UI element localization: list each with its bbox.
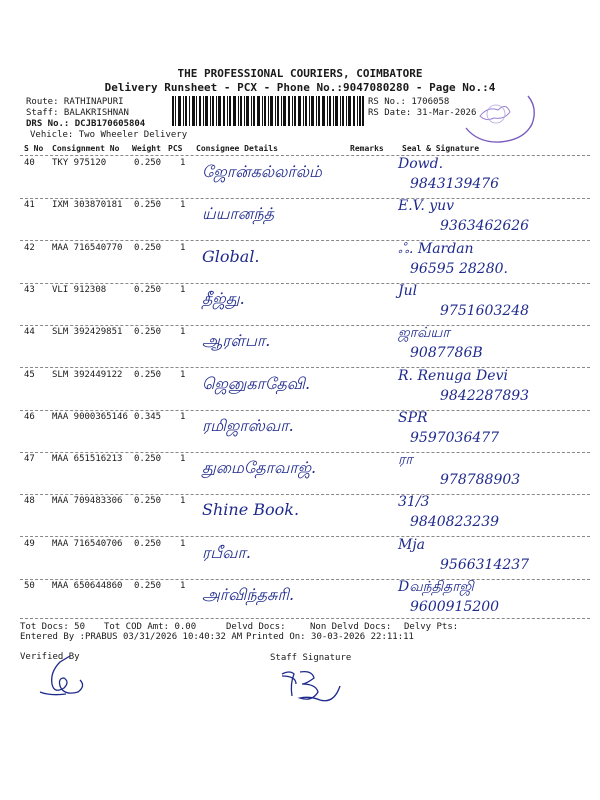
cell-sno: 50 <box>24 581 35 591</box>
receiver-signature: R. Renuga Devi <box>398 368 508 384</box>
col-pcs: PCS <box>168 144 183 153</box>
consignee-handwriting: Global. <box>202 247 260 266</box>
receiver-signature: E.V. yuv <box>398 198 455 214</box>
receiver-signature: ஜாவ்யா <box>398 325 450 341</box>
cell-weight: 0.250 <box>134 370 162 380</box>
consignee-handwriting: அர்விந்தசுரி. <box>202 585 295 604</box>
cell-sno: 44 <box>24 327 35 337</box>
receiver-phone: 978788903 <box>440 472 521 488</box>
consignee-handwriting: ஜோன்கல்லர்ல்ம் <box>202 162 322 181</box>
cell-consignment-no: IXM 303870181 <box>52 200 123 210</box>
cell-consignment-no: SLM 392429851 <box>52 327 123 337</box>
entered-by: Entered By :PRABUS 03/31/2026 10:40:32 AM <box>20 632 243 642</box>
cell-weight: 0.250 <box>134 158 162 168</box>
cell-consignment-no: MAA 716540770 <box>52 243 123 253</box>
consignee-handwriting: ஆரள்பா. <box>202 331 271 350</box>
cell-consignment-no: MAA 651516213 <box>52 454 123 464</box>
cell-consignment-no: MAA 650644860 <box>52 581 123 591</box>
cell-weight: 0.250 <box>134 581 162 591</box>
verifier-signature-icon <box>30 652 100 700</box>
cell-pcs: 1 <box>180 539 186 549</box>
receiver-phone: 9600915200 <box>410 599 500 615</box>
table-row <box>20 454 590 498</box>
total-cod: Tot COD Amt: 0.00 <box>104 622 197 632</box>
row-divider <box>20 198 590 199</box>
cell-consignment-no: MAA 716540706 <box>52 539 123 549</box>
footer-divider <box>20 618 590 619</box>
row-divider <box>20 579 590 580</box>
cell-consignment-no: TKY 975120 <box>52 158 107 168</box>
row-divider <box>20 452 590 453</box>
cell-consignment-no: SLM 392449122 <box>52 370 123 380</box>
cell-pcs: 1 <box>180 243 186 253</box>
receiver-signature: SPR <box>398 410 428 426</box>
delivery-points: Delvy Pts: <box>404 622 459 632</box>
consignee-handwriting: ரபீவா. <box>202 543 251 562</box>
consignee-handwriting: ரமிஜாஸ்வா. <box>202 416 294 435</box>
table-row <box>20 243 590 287</box>
staff-signature-icon <box>276 666 346 708</box>
table-row <box>20 539 590 583</box>
non-delivered-docs: Non Delvd Docs: <box>310 622 392 632</box>
col-seal-signature: Seal & Signature <box>402 144 480 153</box>
receiver-signature: Mja <box>398 537 426 553</box>
receiver-phone: 9087786B <box>410 345 483 361</box>
cell-weight: 0.250 <box>134 327 162 337</box>
receiver-phone: 9363462626 <box>440 218 530 234</box>
cell-pcs: 1 <box>180 581 186 591</box>
runsheet-subtitle: Delivery Runsheet - PCX - Phone No.:9047080280 - Page No.:4 <box>104 81 496 94</box>
cell-sno: 47 <box>24 454 35 464</box>
cell-pcs: 1 <box>180 327 186 337</box>
table-row <box>20 200 590 244</box>
consignee-handwriting: துமைதோவாஜ். <box>202 458 317 477</box>
cell-sno: 48 <box>24 496 35 506</box>
printed-on: Printed On: 30-03-2026 22:11:11 <box>246 632 414 642</box>
cell-weight: 0.250 <box>134 243 162 253</box>
col-consignment: Consignment No <box>52 144 120 153</box>
consignee-handwriting: ஜெனுகாதேவி. <box>202 374 311 393</box>
drs-number: DRS No.: DCJB170605804 <box>26 119 146 129</box>
vehicle-text: Vehicle: Two Wheeler Delivery <box>30 130 188 140</box>
rs-date: RS Date: 31-Mar-2026 <box>368 108 477 118</box>
staff-signature-label: Staff Signature <box>270 653 352 663</box>
col-sno: S No <box>24 144 44 153</box>
receiver-signature: Dowd. <box>398 156 444 172</box>
cell-pcs: 1 <box>180 370 186 380</box>
route-text: Route: RATHINAPURI <box>26 97 124 107</box>
table-row <box>20 496 590 540</box>
cell-pcs: 1 <box>180 412 186 422</box>
cell-sno: 40 <box>24 158 35 168</box>
cell-weight: 0.250 <box>134 496 162 506</box>
cell-consignment-no: MAA 9000365146 <box>52 412 128 422</box>
table-row <box>20 158 590 202</box>
cell-consignment-no: VLI 912308 <box>52 285 107 295</box>
cell-sno: 41 <box>24 200 35 210</box>
cell-consignment-no: MAA 709483306 <box>52 496 123 506</box>
row-divider <box>20 240 590 241</box>
col-remarks: Remarks <box>350 144 384 153</box>
table-row <box>20 412 590 456</box>
receiver-signature: 31/3 <box>398 494 430 510</box>
cell-pcs: 1 <box>180 454 186 464</box>
office-stamp-icon <box>458 88 538 146</box>
table-row <box>20 285 590 329</box>
receiver-signature: Dவந்திதாஜி <box>398 579 474 595</box>
receiver-phone: 9566314237 <box>440 557 530 573</box>
receiver-phone: 96595 28280. <box>410 261 508 277</box>
col-weight: Weight <box>132 144 161 153</box>
cell-pcs: 1 <box>180 200 186 210</box>
receiver-signature: ரா <box>398 452 413 468</box>
receiver-phone: 9843139476 <box>410 176 500 192</box>
cell-sno: 45 <box>24 370 35 380</box>
receiver-signature: ஃ. Mardan <box>398 241 474 257</box>
cell-sno: 42 <box>24 243 35 253</box>
consignee-handwriting: Shine Book. <box>202 500 300 519</box>
consignee-handwriting: ய்யானந்த் <box>202 204 274 223</box>
delivered-docs: Delvd Docs: <box>226 622 286 632</box>
cell-pcs: 1 <box>180 158 186 168</box>
table-row <box>20 327 590 371</box>
receiver-signature: Jul <box>398 283 418 299</box>
receiver-phone: 9751603248 <box>440 303 530 319</box>
row-divider <box>20 325 590 326</box>
cell-weight: 0.250 <box>134 539 162 549</box>
row-divider <box>20 536 590 537</box>
cell-pcs: 1 <box>180 496 186 506</box>
col-consignee: Consignee Details <box>196 144 278 153</box>
consignee-handwriting: தீஜ்து. <box>202 289 245 308</box>
row-divider <box>20 494 590 495</box>
total-docs: Tot Docs: 50 <box>20 622 86 632</box>
verified-by-label: Verified By <box>20 652 80 662</box>
cell-weight: 0.250 <box>134 285 162 295</box>
cell-sno: 49 <box>24 539 35 549</box>
barcode-icon <box>172 96 364 126</box>
cell-pcs: 1 <box>180 285 186 295</box>
row-divider <box>20 410 590 411</box>
row-divider <box>20 283 590 284</box>
cell-weight: 0.250 <box>134 454 162 464</box>
rs-number: RS No.: 1706058 <box>368 97 450 107</box>
header-divider <box>20 155 590 156</box>
cell-weight: 0.250 <box>134 200 162 210</box>
receiver-phone: 9840823239 <box>410 514 500 530</box>
receiver-phone: 9597036477 <box>410 430 500 446</box>
receiver-phone: 9842287893 <box>440 388 530 404</box>
cell-sno: 43 <box>24 285 35 295</box>
cell-sno: 46 <box>24 412 35 422</box>
cell-weight: 0.345 <box>134 412 162 422</box>
company-title: THE PROFESSIONAL COURIERS, COIMBATORE <box>177 67 423 80</box>
staff-text: Staff: BALAKRISHNAN <box>26 108 129 118</box>
table-row <box>20 370 590 414</box>
